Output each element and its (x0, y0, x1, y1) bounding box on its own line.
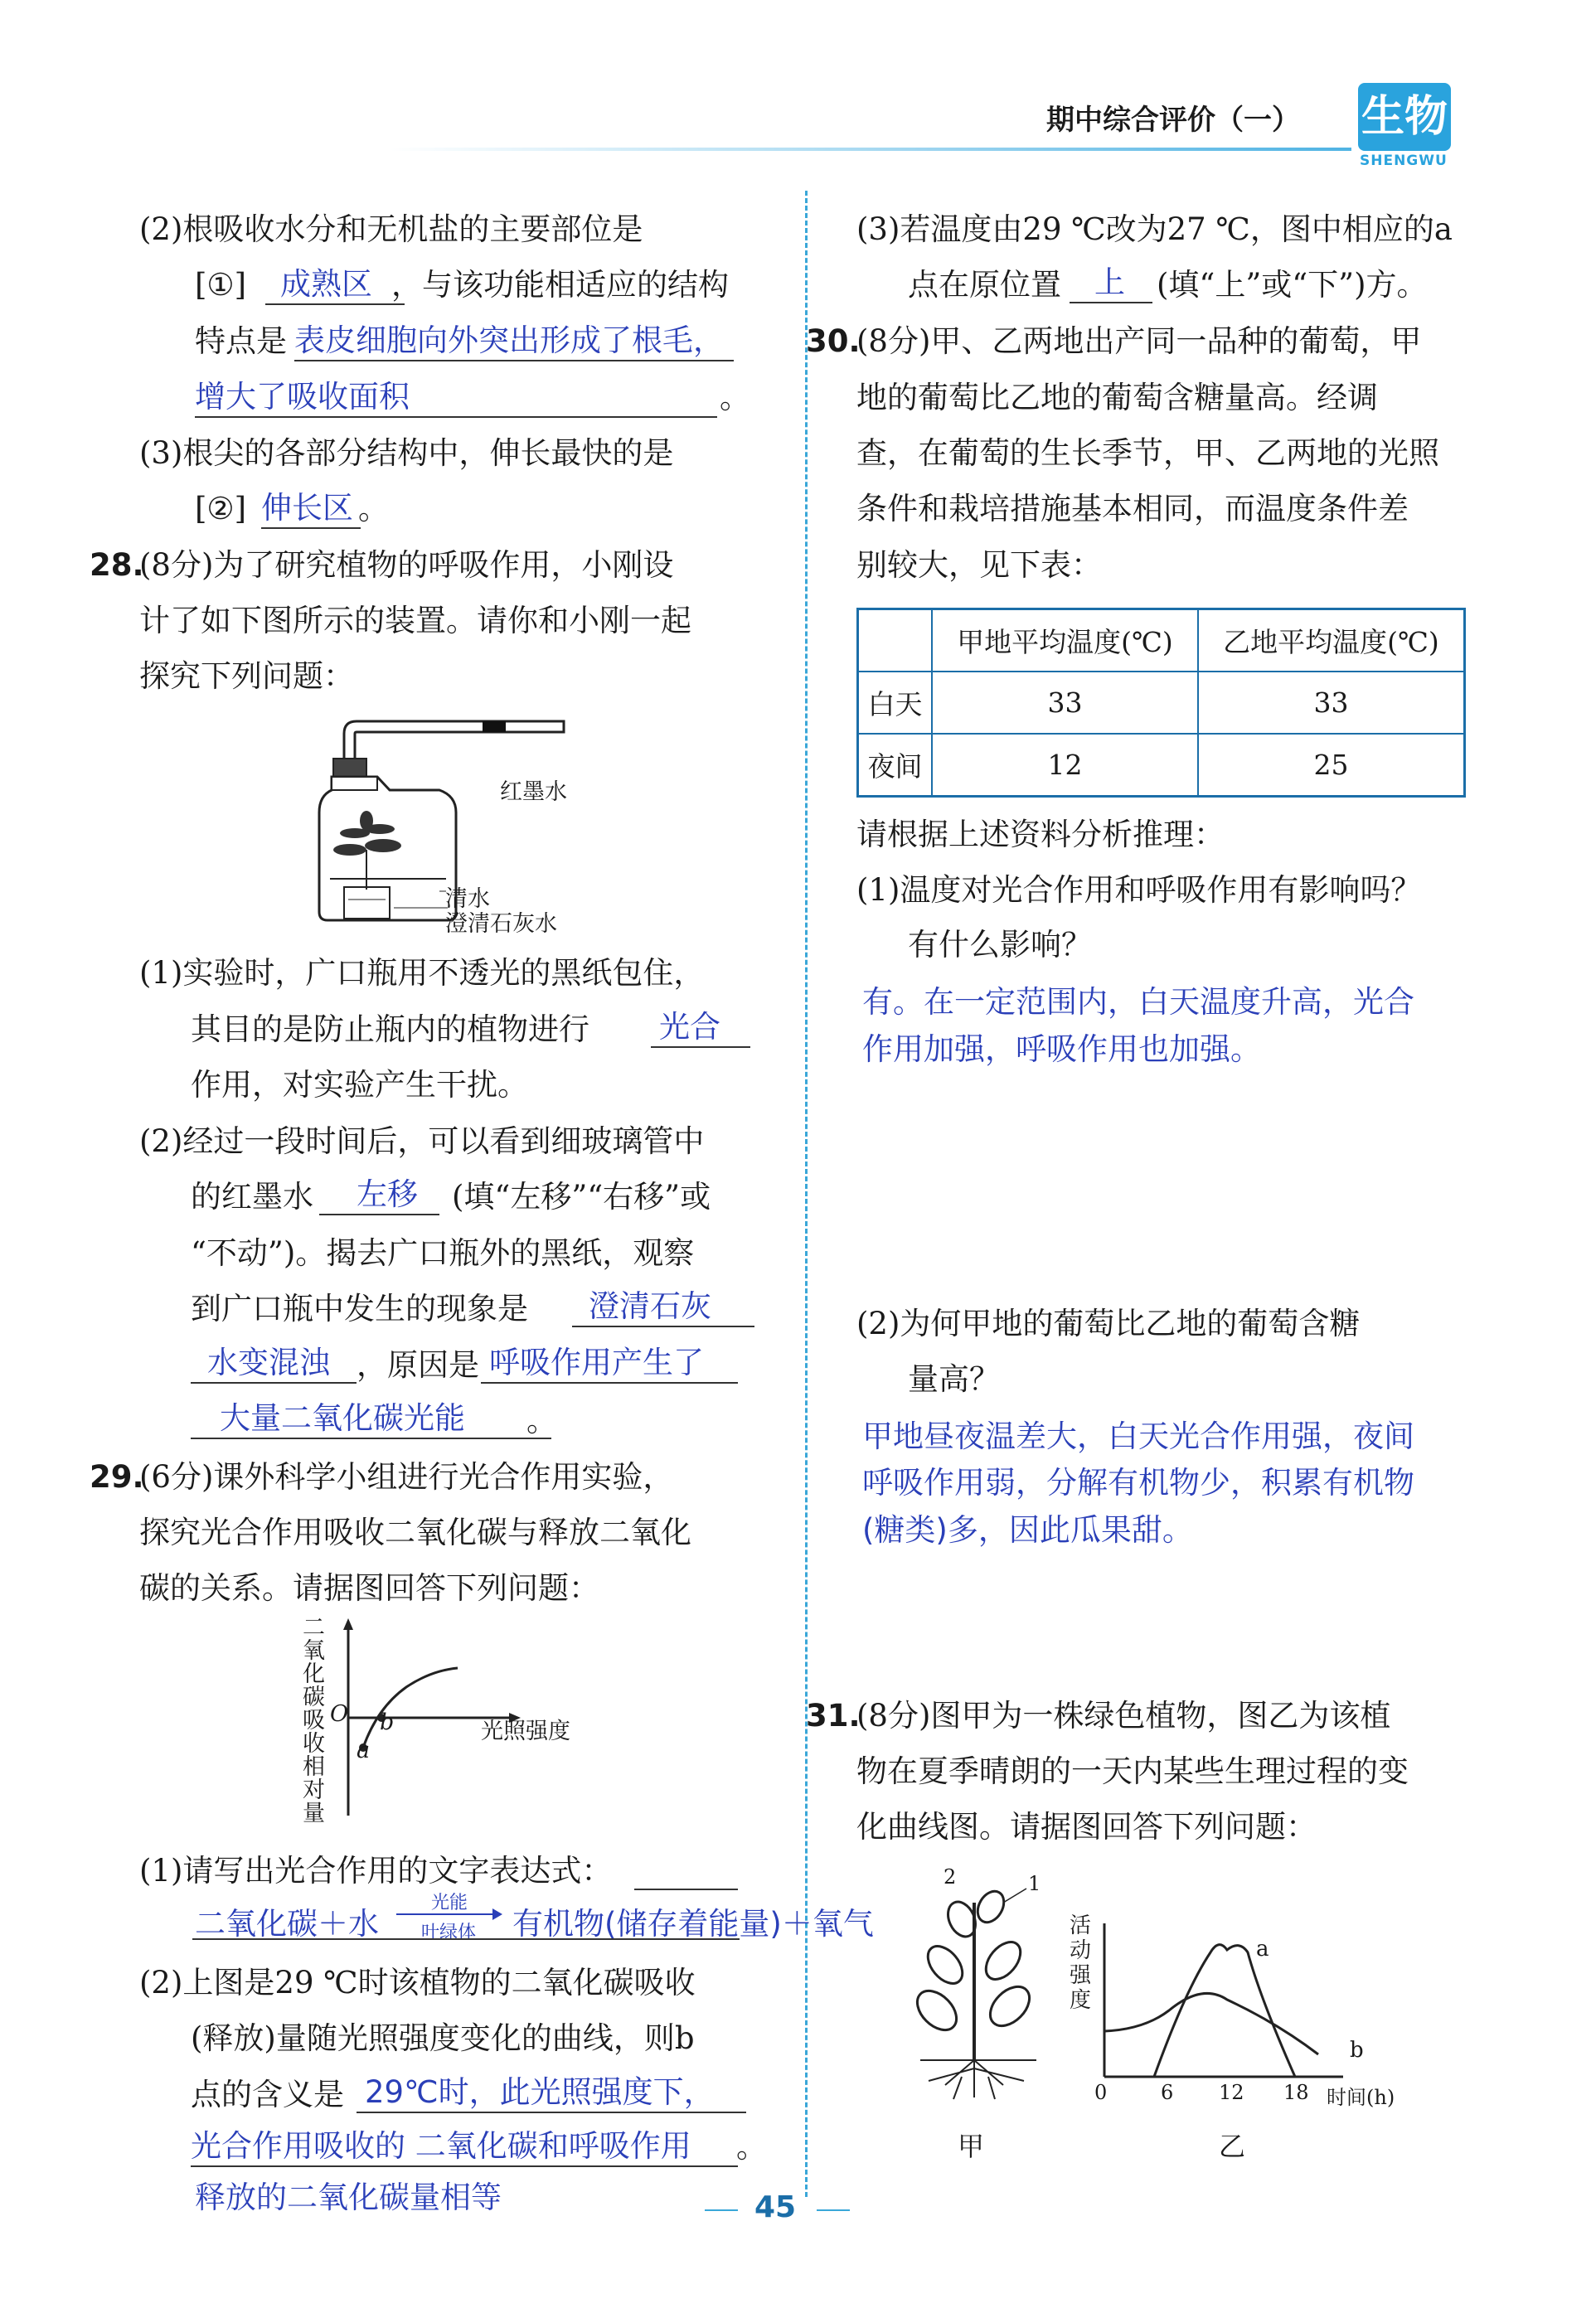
table-cell: 33 (932, 672, 1198, 734)
q28-p2-line4: 到广口瓶中发生的现象是 (191, 1291, 528, 1326)
q31-tick-18: 18 (1283, 2081, 1309, 2104)
q30-p1-line1: (1)温度对光合作用和呼吸作用有影响吗？ (856, 872, 1422, 908)
table-cell: 33 (1198, 672, 1465, 734)
q28-stem3: 探究下列问题： (139, 658, 354, 694)
q28-stem1: (8分)为了研究植物的呼吸作用，小刚设 (139, 547, 674, 583)
q31-tick-12: 12 (1219, 2081, 1244, 2104)
q30-p1-answer-a: 有。在一定范围内，白天温度升高，光合 (862, 984, 1414, 1020)
q29-p1-answer-left: 二氧化碳＋水 (195, 1906, 379, 1942)
q31-stem1: (8分)图甲为一株绿色植物，图乙为该植 (856, 1698, 1391, 1734)
q30-stem2: 地的葡萄比乙地的葡萄含糖量高。经调 (856, 380, 1378, 415)
q28-p1-answer: 光合 (651, 1001, 750, 1048)
q29-p1-arrow-bottom: 叶绿体 (421, 1923, 477, 1943)
q28-p1-line2: 其目的是防止瓶内的植物进行 (191, 1011, 589, 1047)
q28-p2-line3: “不动”)。揭去广口瓶外的黑纸，观察 (191, 1235, 695, 1271)
q29-origin-label: O (330, 1701, 349, 1727)
q27-p2-end: 。 (720, 380, 750, 415)
q31-curve-b-label: b (1350, 2038, 1364, 2063)
q31-figure-jia-caption: 甲 (958, 2131, 985, 2162)
q28-p2-answer1: 左移 (319, 1169, 439, 1215)
q29-p2-end: 。 (736, 2129, 767, 2165)
q29-xlabel: 光照强度 (481, 1719, 570, 1744)
table-row (858, 734, 1465, 797)
q29-p1-line1: (1)请写出光合作用的文字表达式： (139, 1853, 613, 1889)
q28-number: 28. (90, 547, 144, 583)
q31-number: 31. (806, 1698, 861, 1734)
q30-temperature-table (856, 608, 1466, 798)
q27-p2-answer1: 成熟区 (265, 259, 405, 305)
q29-p3-answer: 上 (1070, 257, 1152, 303)
q30-p2-answer-c: (糖类)多，因此瓜果甜。 (862, 1512, 1193, 1548)
q29-p2-answer-c: 释放的二氧化碳量相等 (195, 2180, 502, 2215)
section-title: 期中综合评价（一） (1046, 104, 1300, 137)
q27-p3-bracket: [②] (195, 491, 247, 526)
table-cell: 白天 (858, 672, 933, 734)
q31-activity-curve-figure (1094, 1907, 1376, 2089)
table-row (858, 672, 1465, 734)
q31-plant-label-2: 2 (944, 1865, 957, 1889)
q27-p2-answer2b: 增大了吸收面积 (195, 371, 717, 418)
q29-p2-answer-a: 29℃时，此光照强度下， (357, 2067, 746, 2113)
page-number-rule-left (705, 2209, 738, 2211)
q30-p1-answer-b: 作用加强，呼吸作用也加强。 (862, 1031, 1261, 1067)
table-cell: 夜间 (858, 734, 933, 797)
q28-p2-line5-mid: ，原因是 (357, 1347, 479, 1383)
page-number-rule-right (817, 2209, 850, 2211)
q29-point-a: a (357, 1738, 371, 1763)
q30-stem4: 条件和栽培措施基本相同，而温度条件差 (856, 491, 1409, 526)
page-number: 45 (754, 2190, 797, 2224)
q31-yi-xlabel: 时间(h) (1327, 2086, 1395, 2109)
table-cell: 25 (1198, 734, 1465, 797)
q30-p1-line2: 有什么影响？ (908, 927, 1092, 963)
q28-p2-answer2b: 水变混浊 (191, 1337, 357, 1384)
header-rule (390, 148, 1351, 151)
q29-ylabel: 二氧化碳吸收相对量 (303, 1615, 325, 1826)
q29-p2-line2: (释放)量随光照强度变化的曲线，则b (191, 2020, 695, 2056)
q29-p3-line1: (3)若温度由29 ℃改为27 ℃，图中相应的a (856, 211, 1453, 247)
q30-p2-line1: (2)为何甲地的葡萄比乙地的葡萄含糖 (856, 1306, 1361, 1341)
table-cell: 12 (932, 734, 1198, 797)
q29-p3-line2-pre: 点在原位置 (908, 267, 1061, 303)
q31-figure-yi-caption: 乙 (1219, 2131, 1246, 2162)
q29-p1-blank-tail (634, 1889, 738, 1890)
q27-p2-line1: (2)根吸收水分和无机盐的主要部位是 (139, 211, 643, 247)
q29-p2-line1: (2)上图是29 ℃时该植物的二氧化碳吸收 (139, 1965, 696, 2000)
q29-stem1: (6分)课外科学小组进行光合作用实验， (139, 1459, 674, 1495)
q30-stem3: 查，在葡萄的生长季节，甲、乙两地的光照 (856, 435, 1439, 471)
table-header-cell (858, 609, 933, 672)
q31-curve-a-label: a (1256, 1937, 1269, 1962)
q29-point-b: b (380, 1709, 395, 1735)
q27-p2-answer2a: 表皮细胞向外突出形成了根毛， (294, 315, 734, 361)
q27-p2-line2-rest: ，与该功能相适应的结构 (391, 267, 729, 303)
q28-label-water: 清水 (445, 886, 490, 912)
q30-p2-line2: 量高？ (908, 1361, 1000, 1397)
q31-tick-0: 0 (1094, 2081, 1108, 2104)
q29-p1-arrow (396, 1890, 504, 1943)
q28-apparatus-figure (298, 701, 580, 924)
q29-p1-answer-right: 有机物(储存着能量)＋氧气 (512, 1906, 874, 1942)
subject-pinyin: SHENGWU (1360, 153, 1448, 169)
q28-p2-answer3b: 大量二氧化碳光能 (191, 1393, 551, 1439)
q31-plant-label-1: 1 (1028, 1872, 1041, 1895)
q28-label-red-ink: 红墨水 (500, 779, 567, 805)
q30-stem5: 别较大，见下表： (856, 547, 1102, 583)
q30-stem1: (8分)甲、乙两地出产同一品种的葡萄，甲 (856, 323, 1422, 359)
q31-yi-ylabel: 活动强度 (1070, 1913, 1092, 2013)
q31-tick-6: 6 (1161, 2081, 1174, 2104)
q28-stem2: 计了如下图所示的装置。请你和小刚一起 (139, 603, 691, 638)
table-header-cell: 甲地平均温度(℃) (932, 609, 1198, 672)
q27-p3-line1: (3)根尖的各部分结构中，伸长最快的是 (139, 435, 674, 471)
column-divider (805, 191, 808, 2197)
q29-number: 29. (90, 1459, 144, 1495)
subject-logo: 生物 (1358, 83, 1451, 151)
q30-prompt: 请根据上述资料分析推理： (856, 817, 1225, 852)
q29-p1-arrow-top: 光能 (431, 1893, 468, 1913)
q29-stem3: 碳的关系。请据图回答下列问题： (139, 1570, 599, 1606)
q30-number: 30. (806, 323, 861, 359)
q30-p2-answer-a: 甲地昼夜温差大，白天光合作用强，夜间 (862, 1418, 1414, 1454)
q27-p3-end: 。 (358, 491, 389, 526)
q31-plant-figure (912, 1882, 1045, 2106)
q29-p1-underline (192, 1938, 740, 1940)
q27-p2-line3-pre: 特点是 (195, 323, 287, 359)
q30-p2-answer-b: 呼吸作用弱，分解有机物少，积累有机物 (862, 1465, 1414, 1501)
q29-p2-answer-b: 光合作用吸收的 二氧化碳和呼吸作用 (191, 2121, 738, 2167)
q28-p1-line1: (1)实验时，广口瓶用不透光的黑纸包住， (139, 955, 705, 991)
q29-p3-line2-post: (填“上”或“下”)方。 (1157, 267, 1428, 303)
table-header-row (858, 609, 1465, 672)
q28-p2-line2-post: (填“左移”“右移”或 (452, 1179, 711, 1215)
q29-p2-line3-pre: 点的含义是 (191, 2077, 344, 2112)
q27-p3-answer: 伸长区 (261, 483, 361, 529)
q31-stem2: 物在夏季晴朗的一天内某些生理过程的变 (856, 1753, 1409, 1789)
q28-label-limewater: 澄清石灰水 (445, 911, 557, 937)
table-header-cell: 乙地平均温度(℃) (1198, 609, 1465, 672)
q28-p2-answer2a: 澄清石灰 (572, 1281, 754, 1327)
q28-p2-end: 。 (526, 1403, 557, 1438)
q31-stem3: 化曲线图。请据图回答下列问题： (856, 1809, 1317, 1845)
q27-p2-bracket: [①] (195, 267, 247, 303)
q29-stem2: 探究光合作用吸收二氧化碳与释放二氧化 (139, 1515, 691, 1550)
q28-p2-line1: (2)经过一段时间后，可以看到细玻璃管中 (139, 1123, 705, 1159)
q28-p2-line2-pre: 的红墨水 (191, 1179, 313, 1215)
arrow-icon (396, 1913, 496, 1915)
q28-p1-line3: 作用，对实验产生干扰。 (191, 1067, 528, 1103)
q28-p2-answer3a: 呼吸作用产生了 (481, 1337, 738, 1384)
